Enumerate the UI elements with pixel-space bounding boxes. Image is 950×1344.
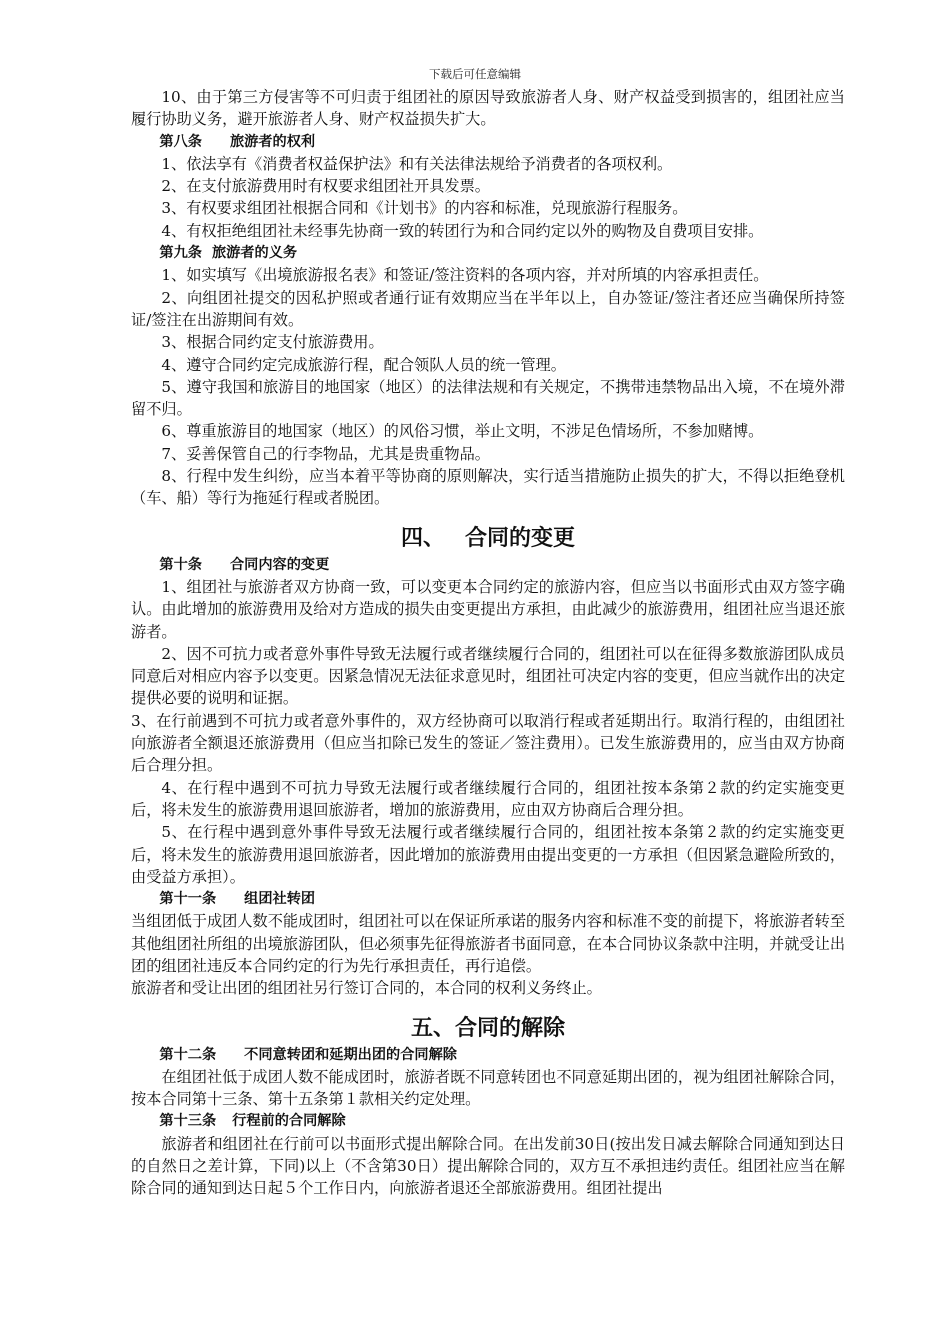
paragraph: 在组团社低于成团人数不能成团时，旅游者既不同意转团也不同意延期出团的，视为组团社解除合同，按本合同第十三条、第十五条第１款相关约定处理。 bbox=[131, 1067, 845, 1109]
paragraph: 旅游者和受让出团的组团社另行签订合同的，本合同的权利义务终止。 bbox=[131, 979, 602, 998]
article-title: 不同意转团和延期出团的合同解除 bbox=[244, 1046, 457, 1063]
list-item: 5、在行程中遇到意外事件导致无法履行或者继续履行合同的，组团社按本条第２款的约定实施变更后，将未发生的旅游费用退回旅游者，因此增加的旅游费用由提出变更的一方承担（但因紧急避险所致的，由受益方承担）。 bbox=[131, 823, 845, 886]
section-number: 四、 bbox=[400, 525, 445, 551]
article-number: 第十条 bbox=[159, 556, 202, 573]
list-item: 1、如实填写《出境旅游报名表》和签证/签注资料的各项内容，并对所填的内容承担责任。 bbox=[161, 266, 769, 285]
list-item: 3、在行前遇到不可抗力或者意外事件的，双方经协商可以取消行程或者延期出行。取消行程的，由组团社向旅游者全额退还旅游费用（但应当扣除已发生的签证／签注费用）。已发生旅游费用的，应当由双方协商后合理分担。 bbox=[131, 711, 845, 775]
document-body bbox=[131, 86, 845, 1200]
article-title: 合同内容的变更 bbox=[229, 556, 330, 573]
paragraph: 当组团低于成团人数不能成团时，组团社可以在保证所承诺的服务内容和标准不变的前提下，将旅游者转至其他组团社所组的出境旅游团队，但必须事先征得旅游者书面同意，在本合同协议条款中注明，并就受让出团的组团社违反本合同约定的行为先行承担责任，再行追偿。 bbox=[131, 912, 845, 975]
article-number: 第十二条 bbox=[159, 1046, 217, 1063]
list-item: 3、根据合同约定支付旅游费用。 bbox=[161, 333, 384, 352]
article-8-heading bbox=[131, 131, 845, 153]
article-12-heading bbox=[131, 1044, 845, 1066]
paragraph-item-10: 10、由于第三方侵害等不可归责于组团社的原因导致旅游者人身、财产权益受到损害的，组团社应当履行协助义务，避开旅游者人身、财产权益损失扩大。 bbox=[131, 88, 845, 129]
list-item: 3、有权要求组团社根据合同和《计划书》的内容和标准，兑现旅游行程服务。 bbox=[161, 199, 688, 218]
list-item: 4、有权拒绝组团社未经事先协商一致的转团行为和合同约定以外的购物及自费项目安排。 bbox=[161, 221, 764, 240]
list-item: 6、尊重旅游目的地国家（地区）的风俗习惯，举止文明，不涉足色情场所，不参加赌博。 bbox=[161, 422, 764, 441]
list-item: 5、遵守我国和旅游目的地国家（地区）的法律法规和有关规定，不携带违禁物品出入境，不在境外滞留不归。 bbox=[131, 377, 845, 419]
list-item: 8、行程中发生纠纷，应当本着平等协商的原则解决，实行适当措施防止损失的扩大，不得以拒绝登机（车、船）等行为拖延行程或者脱团。 bbox=[131, 467, 845, 508]
list-item: 2、因不可抗力或者意外事件导致无法履行或者继续履行合同的，组团社可以在征得多数旅游团队成员同意后对相应内容予以变更。因紧急情况无法征求意见时，组团社可决定内容的变更，但应当就作出的决定提供必要的说明和证据。 bbox=[131, 644, 845, 708]
list-item: 7、妥善保管自己的行李物品，尤其是贵重物品。 bbox=[161, 444, 490, 463]
section-5-heading: 五、合同的解除 bbox=[410, 1015, 565, 1041]
article-number: 第十一条 bbox=[159, 891, 217, 908]
article-11-heading bbox=[131, 888, 845, 910]
article-title: 组团社转团 bbox=[244, 891, 316, 908]
page-header: 下载后可任意编辑 bbox=[429, 67, 521, 81]
article-13-heading bbox=[131, 1110, 845, 1132]
article-title: 行程前的合同解除 bbox=[232, 1113, 346, 1130]
article-10-heading bbox=[131, 554, 845, 576]
paragraph: 旅游者和组团社在行前可以书面形式提出解除合同。在出发前30日(按出发日减去解除合同通知到达日的自然日之差计算，下同)以上（不含第30日）提出解除合同的，双方互不承担违约责任。组团社应当在解除合同的通知到达日起５个工作日内，向旅游者退还全部旅游费用。组团社提出 bbox=[131, 1134, 845, 1198]
section-4-heading bbox=[131, 524, 845, 554]
list-item: 4、遵守合同约定完成旅游行程，配合领队人员的统一管理。 bbox=[161, 355, 566, 374]
list-item: 2、在支付旅游费用时有权要求组团社开具发票。 bbox=[161, 177, 490, 196]
article-number: 第九条 bbox=[159, 245, 202, 262]
section-title: 合同的变更 bbox=[465, 525, 576, 551]
article-title: 旅游者的权利 bbox=[229, 133, 316, 150]
article-number: 第十三条 bbox=[159, 1113, 217, 1130]
article-number: 第八条 bbox=[159, 133, 202, 150]
list-item: 4、在行程中遇到不可抗力导致无法履行或者继续履行合同的，组团社按本条第２款的约定实施变更后，将未发生的旅游费用退回旅游者，增加的旅游费用，应由双方协商后合理分担。 bbox=[131, 778, 845, 819]
list-item: 2、向组团社提交的因私护照或者通行证有效期应当在半年以上，自办签证/签注者还应当确保所持签证/签注在出游期间有效。 bbox=[131, 288, 845, 329]
article-title: 旅游者的义务 bbox=[211, 245, 298, 262]
article-9-heading bbox=[131, 242, 845, 264]
list-item: 1、依法享有《消费者权益保护法》和有关法律法规给予消费者的各项权利。 bbox=[161, 154, 673, 173]
list-item: 1、组团社与旅游者双方协商一致，可以变更本合同约定的旅游内容，但应当以书面形式由双方签字确认。由此增加的旅游费用及给对方造成的损失由变更提出方承担，由此减少的旅游费用，组团社应当退还旅游者。 bbox=[131, 577, 845, 641]
